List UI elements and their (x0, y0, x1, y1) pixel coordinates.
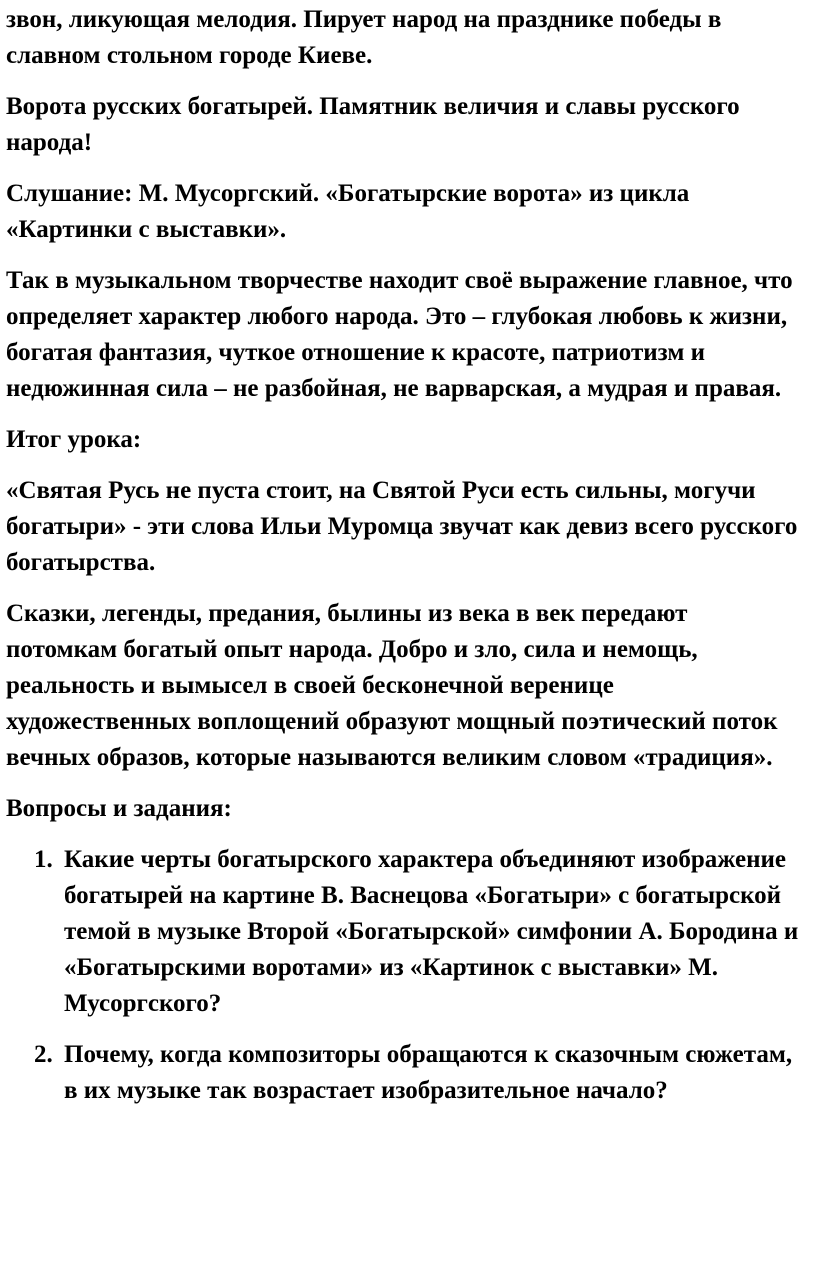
paragraph-bogatyr-gates: Ворота русских богатырей. Памятник величия и славы русского народа! (6, 93, 740, 156)
paragraph-listening: Слушание: М. Мусоргский. «Богатырские ворота» из цикла «Картинки с выставки». (6, 180, 690, 243)
heading-questions: Вопросы и задания: (6, 795, 232, 822)
question-item (6, 1037, 804, 1109)
question-text: Какие черты богатырского характера объединяют изображение богатырей на картине В. Васнецова «Богатыри» с богатырской темой в музыке Второй «Богатырской» симфонии А. Бородина и «Богатырскими воротами» из «Картинок с выставки» М. Мусоргского? (64, 846, 799, 1017)
question-item (6, 842, 804, 1022)
paragraph-holy-rus-quote: «Святая Русь не пуста стоит, на Святой Руси есть сильны, могучи богатыри» - эти слова Ильи Муромца звучат как девиз всего русского богатырства. (6, 477, 798, 576)
heading-lesson-summary: Итог урока: (6, 426, 142, 453)
paragraph-kiev-feast: звон, ликующая мелодия. Пирует народ на празднике победы в славном стольном городе Киеве. (6, 6, 722, 69)
question-text: Почему, когда композиторы обращаются к сказочным сюжетам, в их музыке так возрастает изобразительное начало? (64, 1041, 793, 1104)
question-number: 2. (34, 1041, 53, 1068)
question-number: 1. (34, 846, 53, 873)
questions-list (6, 842, 804, 1109)
paragraph-national-character: Так в музыкальном творчестве находит своё выражение главное, что определяет характер любого народа. Это – глубокая любовь к жизни, богатая фантазия, чуткое отношение к красоте, патриотизм и недюжинная сила – не разбойная, не варварская, а мудрая и правая. (6, 267, 793, 402)
paragraph-tradition: Сказки, легенды, предания, былины из века в век передают потомкам богатый опыт народа. Добро и зло, сила и немощь, реальность и вымысел в своей бесконечной веренице художественных воплощений образуют мощный поэтический поток вечных образов, которые называются великим словом «традиция». (6, 600, 778, 771)
